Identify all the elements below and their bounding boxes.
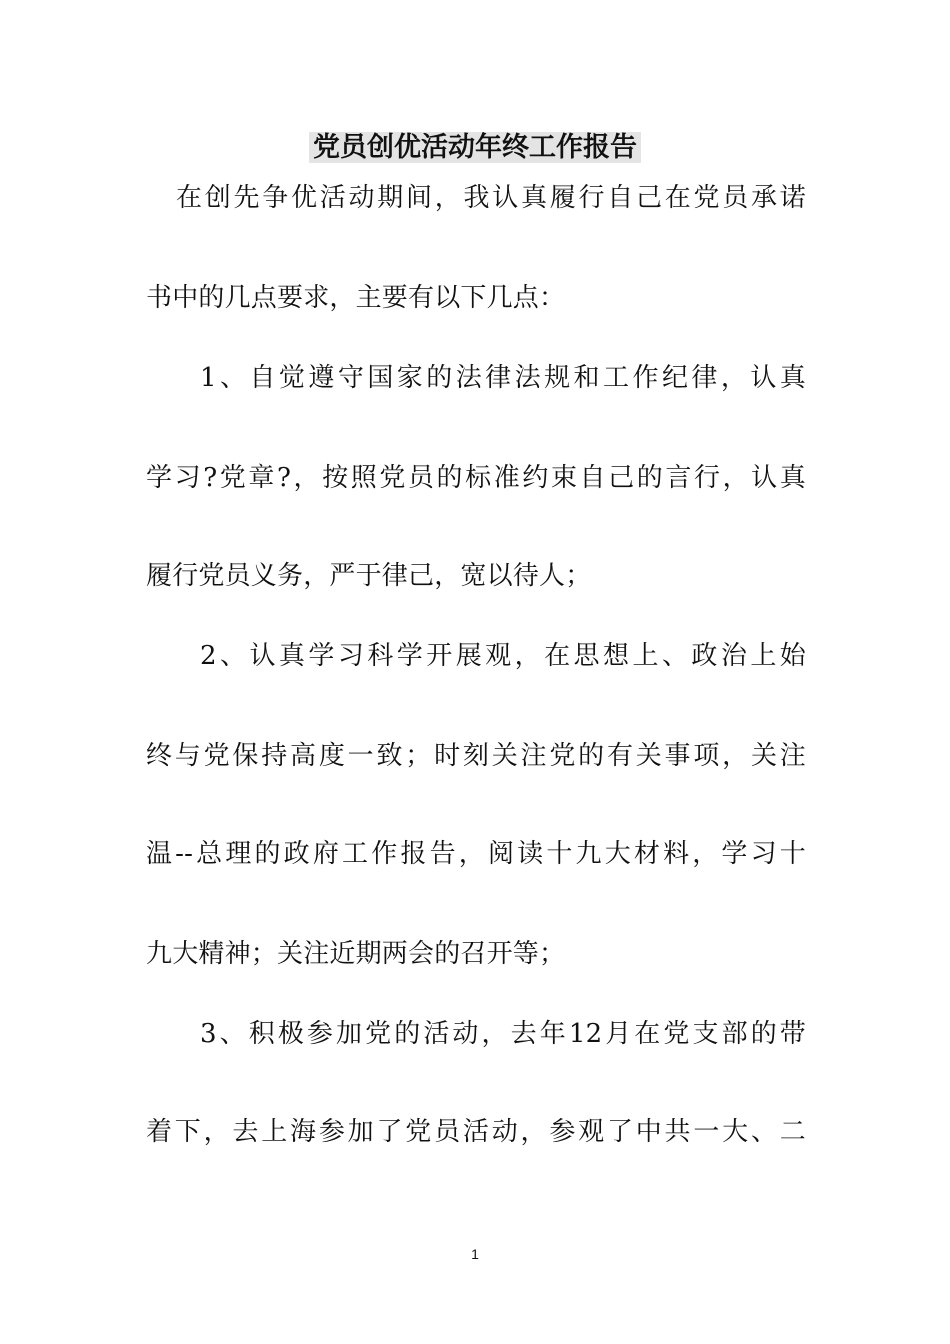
paragraph-line: 书中的几点要求，主要有以下几点： — [146, 283, 566, 313]
page-number: 1 — [471, 1246, 479, 1262]
paragraph-line: 九大精神；关注近期两会的召开等； — [146, 939, 566, 969]
paragraph-line: 3、积极参加党的活动，去年12月在党支部的带 — [200, 1019, 806, 1049]
document-title-text: 党员创优活动年终工作报告 — [309, 132, 641, 163]
paragraph-line: 温--总理的政府工作报告，阅读十九大材料，学习十 — [146, 839, 806, 869]
paragraph-line: 2、认真学习科学开展观，在思想上、政治上始 — [200, 641, 806, 671]
paragraph-line: 1、自觉遵守国家的法律法规和工作纪律，认真 — [200, 363, 806, 393]
paragraph-line: 终与党保持高度一致；时刻关注党的有关事项，关注 — [146, 741, 806, 771]
paragraph-line: 学习?党章?，按照党员的标准约束自己的言行，认真 — [146, 463, 806, 493]
paragraph-line: 在创先争优活动期间，我认真履行自己在党员承诺 — [176, 183, 806, 213]
paragraph-line: 履行党员义务，严于律己，宽以待人； — [146, 561, 592, 591]
document-title — [0, 126, 950, 170]
paragraph-line: 着下，去上海参加了党员活动，参观了中共一大、二 — [146, 1117, 806, 1147]
